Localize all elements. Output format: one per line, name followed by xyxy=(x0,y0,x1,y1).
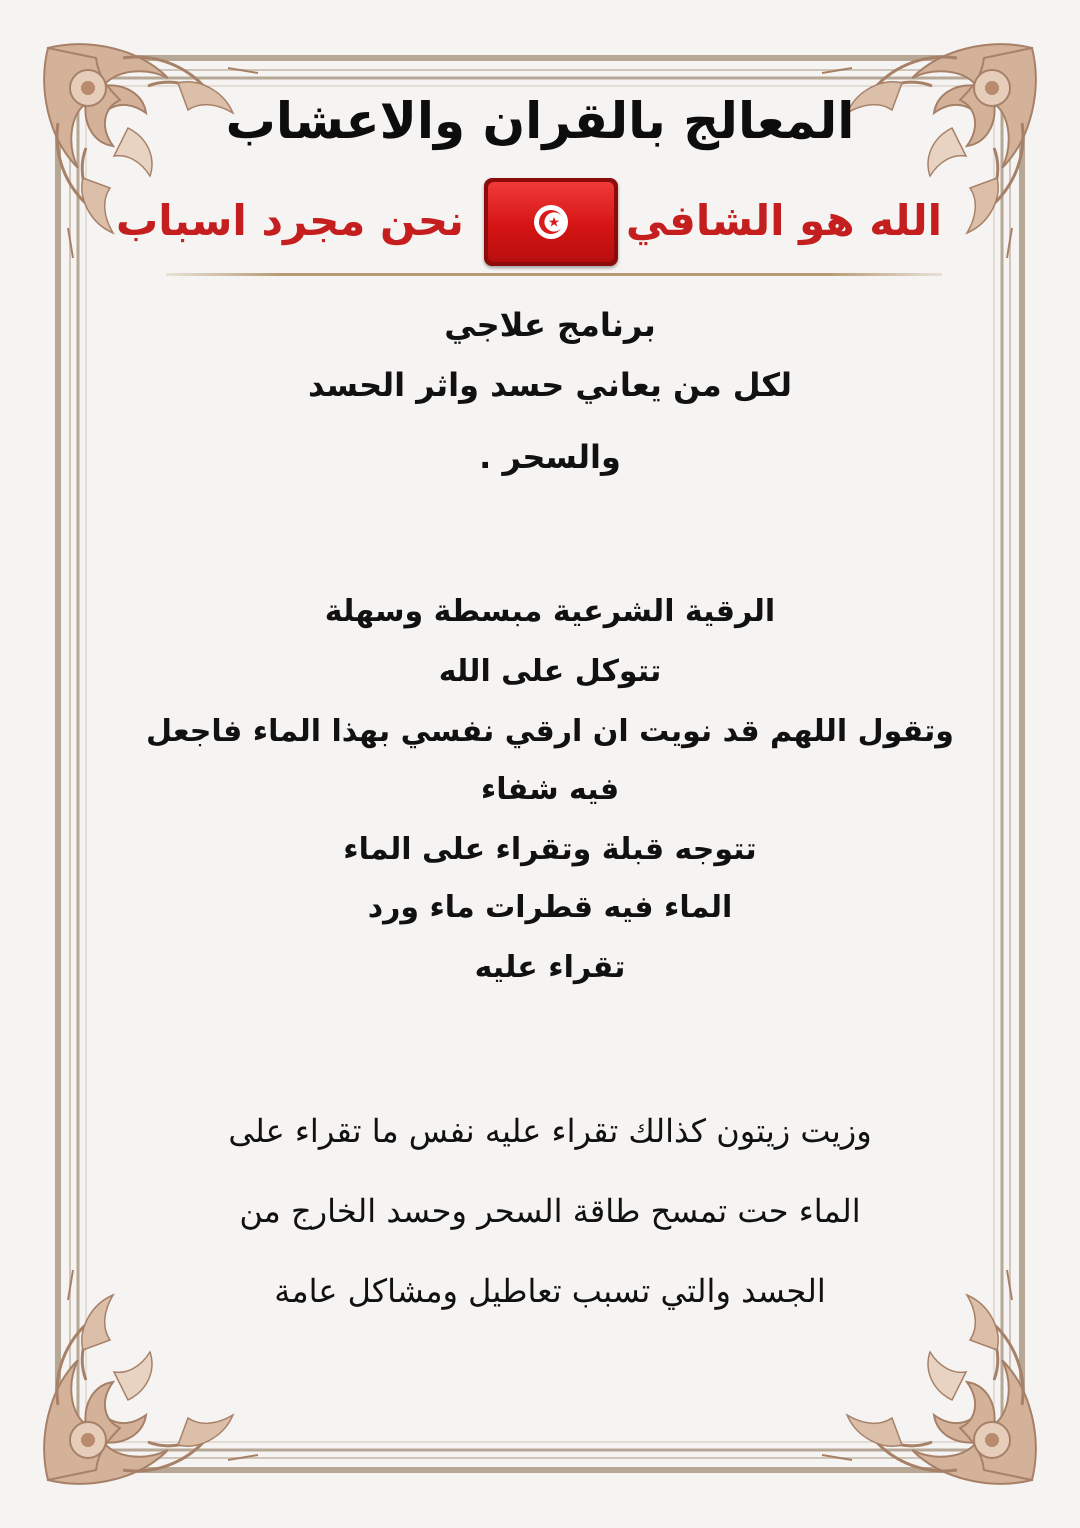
ruqya-line-7: تقراء عليه xyxy=(474,950,626,985)
slogan-god-is-healer: الله هو الشافي xyxy=(625,196,942,245)
ruqya-line-5: تتوجه قبلة وتقراء على الماء xyxy=(343,832,757,867)
tunisia-flag-icon xyxy=(484,178,618,266)
intro-line-2: لكل من يعاني حسد واثر الحسد xyxy=(308,366,792,404)
ruqya-line-2: تتوكل على الله xyxy=(438,654,662,689)
intro-line-1: برنامج علاجي xyxy=(444,306,656,344)
header-divider xyxy=(166,273,942,276)
ruqya-line-4: فيه شفاء xyxy=(480,772,620,807)
ruqya-line-1: الرقية الشرعية مبسطة وسهلة xyxy=(324,594,776,629)
oil-line-1: وزيت زيتون كذالك تقراء عليه نفس ما تقراء على xyxy=(228,1112,872,1150)
ruqya-line-6: الماء فيه قطرات ماء ورد xyxy=(367,890,733,925)
intro-line-3: والسحر . xyxy=(479,438,621,476)
oil-line-2: الماء حت تمسح طاقة السحر وحسد الخارج من xyxy=(239,1192,861,1230)
ruqya-line-3: وتقول اللهم قد نويت ان ارقي نفسي بهذا الماء فاجعل xyxy=(146,714,954,749)
oil-line-3: الجسد والتي تسبب تعاطيل ومشاكل عامة xyxy=(274,1272,826,1310)
page-title: المعالج بالقران والاعشاب xyxy=(225,92,855,150)
slogan-we-are-means: نحن مجرد اسباب xyxy=(116,196,464,245)
